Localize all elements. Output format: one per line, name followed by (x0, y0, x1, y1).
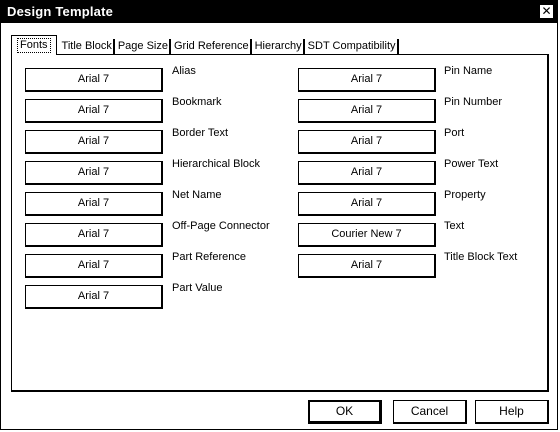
font-button-power-text[interactable]: Arial 7 (298, 161, 436, 185)
tab-fonts[interactable] (11, 35, 57, 55)
fonts-panel (11, 54, 549, 392)
title-bar[interactable] (1, 1, 557, 23)
font-button-net-name[interactable]: Arial 7 (25, 192, 163, 216)
font-label-port: Port (444, 127, 465, 139)
font-label-net-name: Net Name (172, 189, 222, 201)
font-button-text[interactable]: Courier New 7 (298, 223, 436, 247)
font-button-bookmark[interactable]: Arial 7 (25, 99, 163, 123)
font-button-part-value[interactable]: Arial 7 (25, 285, 163, 309)
font-button-hierarchical-block[interactable]: Arial 7 (25, 161, 163, 185)
font-button-pin-number[interactable]: Arial 7 (298, 99, 436, 123)
font-label-bookmark: Bookmark (172, 96, 222, 108)
help-button[interactable]: Help (475, 400, 549, 424)
font-button-off-page-connector[interactable]: Arial 7 (25, 223, 163, 247)
font-button-part-reference[interactable]: Arial 7 (25, 254, 163, 278)
tab-label: Fonts (17, 38, 51, 53)
ok-button[interactable]: OK (308, 400, 382, 424)
font-label-part-value: Part Value (172, 282, 223, 294)
tab-label: Title Block (61, 40, 112, 52)
font-label-hierarchical-block: Hierarchical Block (172, 158, 261, 170)
tab-label: Hierarchy (254, 40, 302, 52)
window-title: Design Template (7, 4, 114, 19)
font-label-pin-number: Pin Number (444, 96, 503, 108)
tab-label: Grid Reference (174, 40, 249, 52)
font-label-part-reference: Part Reference (172, 251, 246, 263)
font-label-text: Text (444, 220, 465, 232)
font-label-alias: Alias (172, 65, 196, 77)
tab-label: Page Size (117, 40, 168, 52)
tab-label: SDT Compatibility (307, 40, 396, 52)
font-label-off-page-connector: Off-Page Connector (172, 220, 270, 232)
font-label-property: Property (444, 189, 486, 201)
font-button-alias[interactable]: Arial 7 (25, 68, 163, 92)
font-button-port[interactable]: Arial 7 (298, 130, 436, 154)
font-button-title-block-text[interactable]: Arial 7 (298, 254, 436, 278)
font-button-border-text[interactable]: Arial 7 (25, 130, 163, 154)
close-icon[interactable]: ✕ (541, 4, 552, 18)
cancel-button[interactable]: Cancel (393, 400, 467, 424)
tab-hierarchy[interactable] (252, 37, 305, 55)
font-label-title-block-text: Title Block Text (444, 251, 518, 263)
font-label-border-text: Border Text (172, 127, 229, 139)
font-label-power-text: Power Text (444, 158, 499, 170)
tab-page-size[interactable] (115, 37, 171, 55)
tab-strip (11, 35, 399, 55)
font-label-pin-name: Pin Name (444, 65, 493, 77)
tab-sdt-compatibility[interactable] (305, 37, 399, 55)
tab-grid-reference[interactable] (171, 37, 252, 55)
tab-title-block[interactable] (59, 37, 115, 55)
font-button-property[interactable]: Arial 7 (298, 192, 436, 216)
font-button-pin-name[interactable]: Arial 7 (298, 68, 436, 92)
